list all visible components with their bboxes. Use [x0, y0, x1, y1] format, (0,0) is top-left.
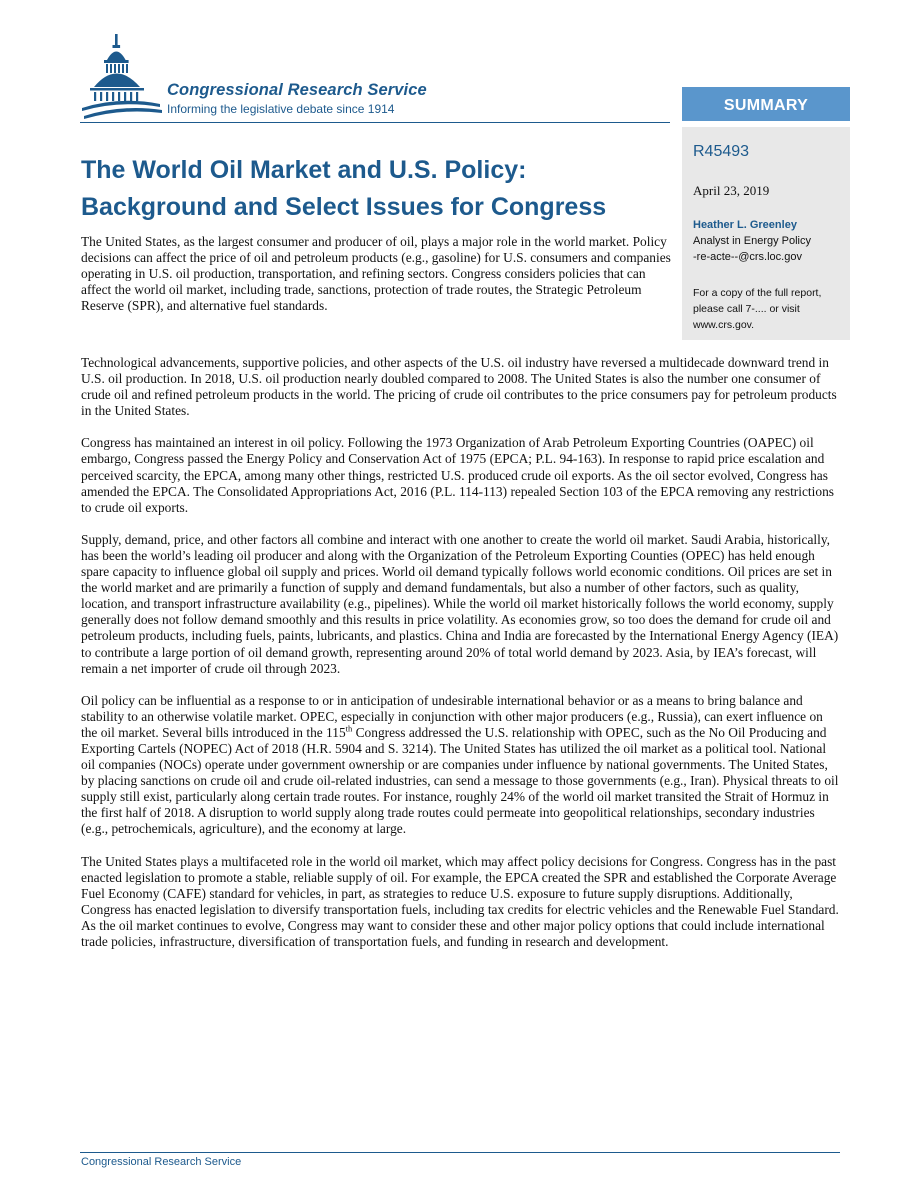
footer-text: Congressional Research Service — [81, 1156, 242, 1168]
title-line-1: The World Oil Market and U.S. Policy: — [81, 156, 527, 184]
author-role: Analyst in Energy Policy — [693, 235, 811, 247]
summary-paragraph: The United States plays a multifaceted role in the world oil market, which may affect policy decisions for Congress. Congress has in the past enacted legislation to promote a stable, reliable supply of oil. For example, the EPCA created the SPR and established the Corporate Average Fuel Economy (CAFE) standard for vehicles, in part, as strategies to reduce U.S. exposure to future supply disruptions. Additionally, Congress has enacted legislation to diversify transportation fuels, including tax credits for electric vehicles and the Renewable Fuel Standard. As the oil market continues to evolve, Congress may want to consider these and other major policy options that could include international trade policies, infrastructure, diversification of transportation fuels, and funding in research and development. — [81, 853, 839, 949]
org-name: Congressional Research Service — [167, 81, 427, 99]
title-line-2: Background and Select Issues for Congress — [81, 193, 607, 221]
report-number: R45493 — [693, 143, 750, 160]
summary-paragraph — [81, 693, 841, 838]
report-date: April 23, 2019 — [693, 183, 770, 198]
crs-header — [80, 30, 670, 125]
summary-paragraph: Technological advancements, supportive policies, and other aspects of the U.S. oil industry have reversed a multidecade downward trend in U.S. oil production. In 2018, U.S. oil production nearly doubled compared to 2008. The United States is also the number one consumer of crude oil and refined petroleum products in the world. The pricing of crude oil contributes to the price consumers pay for petroleum products in the United States. — [81, 355, 837, 419]
report-title — [81, 152, 661, 226]
paragraph-text: Oil policy can be influential as a response to or in anticipation of undesirable international behavior or as a means to bring balance and stability to an otherwise volatile market. OPEC, especially in conjunction with other major producers (e.g., Russia), can exert influence on the oil market. Several bills introduced in the 115 — [81, 692, 823, 740]
copy-note: For a copy of the full report, please call 7-.... or visit www.crs.gov. — [693, 287, 822, 331]
author-name: Heather L. Greenley — [693, 219, 797, 231]
superscript: th — [345, 723, 353, 734]
summary-body — [81, 355, 841, 966]
summary-paragraph-intro: The United States, as the largest consumer and producer of oil, plays a major role in the world market. Policy decisions can affect the price of oil and petroleum products (e.g., gasoline) for U.S. consumers and companies operating in U.S. oil production, transportation, and refining sectors. Congress considers policies that can affect the world oil market, including trade, sanctions, protection of trade routes, the Strategic Petroleum Reserve (SPR), and alternative fuel standards. — [81, 234, 671, 314]
summary-tab: SUMMARY — [682, 87, 850, 121]
summary-paragraph: Supply, demand, price, and other factors all combine and interact with one another to create the world oil market. Saudi Arabia, historically, has been the world’s leading oil producer and along with the Organization of the Petroleum Exporting Counties (OPEC) has held enough spare capacity to influence global oil supply and prices. World oil demand typically follows world economic conditions. Oil prices are set in the world market and are primarily a function of supply and demand fundamentals, but also a number of other factors, such as quality, location, and transport infrastructure availability (e.g., pipelines). While the world oil market historically follows the world economy, supply generally does not follow demand smoothly and this results in price volatility. As economies grow, so too does the demand for crude oil and petroleum products, including fuels, paints, lubricants, and plastics. China and India are forecasted by the International Energy Agency (IEA) to contribute a large portion of oil demand growth, representing around 20% of total world demand by 2023. Asia, by IEA’s forecast, will remain a net importer of crude oil through 2023. — [81, 531, 839, 676]
org-tagline: Informing the legislative debate since 1914 — [167, 102, 395, 116]
paragraph-text: Congress addressed the U.S. relationship with OPEC, such as the No Oil Producing and Exporting Cartels (NOPEC) Act of 2018 (H.R. 5904 and S. 3214). The United States has utilized the oil market as a political tool. National oil companies (NOCs) operate under government ownership or are companies under influence by national governments. The United States, by placing sanctions on crude oil and crude oil-related industries, can send a message to those governments (e.g., Iran). Physical threats to oil supply still exist, particularly along certain trade routes. For instance, roughly 24% of the world oil market transited the Strait of Hormuz in the first half of 2018. A disruption to world supply along trade routes could permeate into geopolitical relationships, secondary industries (e.g., petrochemicals, agriculture), and the economy at large. — [81, 724, 839, 837]
header-divider — [80, 122, 670, 123]
capitol-dome-icon — [80, 30, 162, 122]
footer-divider — [80, 1152, 840, 1153]
author-email[interactable]: -re-acte--@crs.loc.gov — [693, 251, 802, 263]
summary-paragraph: Congress has maintained an interest in oil policy. Following the 1973 Organization of Arab Petroleum Exporting Countries (OAPEC) oil embargo, Congress passed the Energy Policy and Conservation Act of 1975 (EPCA; P.L. 94-163). In response to rapid price escalation and perceived scarcity, the EPCA, among many other things, restricted U.S. produced crude oil exports. As the oil sector evolved, Congress has amended the EPCA. The Consolidated Appropriations Act, 2016 (P.L. 114-113) repealed Section 103 of the EPCA removing any restrictions to crude oil exports. — [81, 435, 834, 515]
